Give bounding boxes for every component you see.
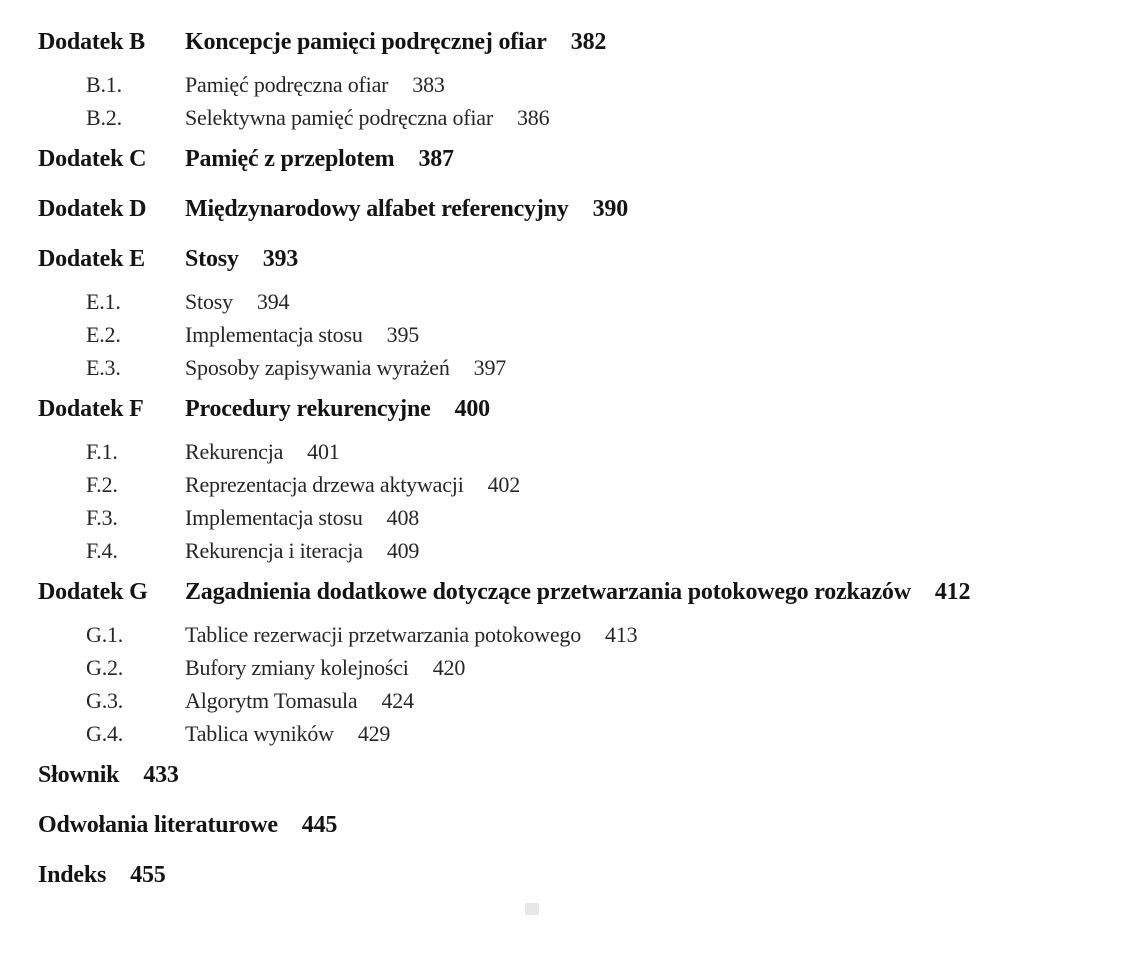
page-number: 394 bbox=[256, 289, 290, 314]
subsection-title: Selektywna pamięć podręczna ofiar bbox=[185, 105, 493, 130]
appendix-label: Dodatek F bbox=[38, 396, 144, 422]
page-number: 400 bbox=[454, 396, 490, 422]
subsection-number: G.3. bbox=[86, 688, 124, 713]
toc-entry-dodatek-b bbox=[0, 26, 1128, 59]
subsection-title: Stosy bbox=[185, 289, 233, 314]
page-number: 390 bbox=[592, 196, 629, 222]
toc-entry-dodatek-f bbox=[0, 393, 1128, 426]
page-number: 397 bbox=[473, 355, 507, 380]
toc-subentry-e3 bbox=[0, 351, 1128, 384]
page-number: 408 bbox=[386, 505, 420, 530]
toc-subentry-f1 bbox=[0, 435, 1128, 468]
toc-entry-slownik bbox=[0, 759, 1128, 792]
appendix-title: Pamięć z przeplotem bbox=[185, 146, 395, 172]
page-number: 445 bbox=[301, 812, 338, 838]
toc-subentry-g1 bbox=[0, 618, 1128, 651]
page-number: 402 bbox=[487, 472, 521, 497]
toc-entry-dodatek-g bbox=[0, 576, 1128, 609]
subsection-number: E.2. bbox=[86, 322, 121, 347]
page-number: 409 bbox=[386, 538, 420, 563]
page-number: 383 bbox=[412, 72, 445, 97]
page-number: 386 bbox=[516, 105, 550, 130]
page-number: 412 bbox=[934, 579, 971, 605]
appendix-title: Zagadnienia dodatkowe dotyczące przetwarzania potokowego rozkazów bbox=[185, 579, 911, 605]
section-title: Odwołania literaturowe bbox=[38, 812, 278, 838]
subsection-number: B.2. bbox=[86, 105, 122, 130]
toc-subentry-e1 bbox=[0, 285, 1128, 318]
toc-entry-dodatek-d bbox=[0, 193, 1128, 226]
page-number: 433 bbox=[143, 762, 179, 788]
subsection-number: F.2. bbox=[86, 472, 118, 497]
page-number: 420 bbox=[432, 655, 466, 680]
subsection-number: F.3. bbox=[86, 505, 118, 530]
appendix-title: Stosy bbox=[185, 246, 239, 272]
subsection-title: Implementacja stosu bbox=[185, 505, 363, 530]
toc-subentry-g3 bbox=[0, 684, 1128, 717]
subsection-number: B.1. bbox=[86, 72, 122, 97]
appendix-title: Międzynarodowy alfabet referencyjny bbox=[185, 196, 569, 222]
page-number: 424 bbox=[381, 688, 414, 713]
toc-subentry-f2 bbox=[0, 468, 1128, 501]
appendix-label: Dodatek E bbox=[38, 246, 145, 272]
page-number: 393 bbox=[262, 246, 299, 272]
toc-entry-dodatek-c bbox=[0, 143, 1128, 176]
page-number: 455 bbox=[130, 862, 166, 888]
section-title: Indeks bbox=[38, 862, 107, 888]
subsection-title: Sposoby zapisywania wyrażeń bbox=[185, 355, 450, 380]
subsection-number: F.4. bbox=[86, 538, 118, 563]
subsection-number: G.2. bbox=[86, 655, 124, 680]
subsection-title: Rekurencja bbox=[185, 439, 284, 464]
appendix-label: Dodatek C bbox=[38, 146, 147, 172]
subsection-number: G.4. bbox=[86, 721, 124, 746]
toc-subentry-e2 bbox=[0, 318, 1128, 351]
subsection-title: Implementacja stosu bbox=[185, 322, 363, 347]
page-number: 429 bbox=[357, 721, 391, 746]
page-number: 382 bbox=[570, 29, 607, 55]
scan-noise-speck bbox=[525, 903, 539, 915]
subsection-title: Rekurencja i iteracja bbox=[185, 538, 363, 563]
page-number: 395 bbox=[386, 322, 420, 347]
appendix-title: Procedury rekurencyjne bbox=[185, 396, 431, 422]
toc-subentry-f4 bbox=[0, 534, 1128, 567]
appendix-label: Dodatek G bbox=[38, 579, 148, 605]
toc-subentry-b2 bbox=[0, 101, 1128, 134]
subsection-number: F.1. bbox=[86, 439, 118, 464]
subsection-title: Pamięć podręczna ofiar bbox=[185, 72, 389, 97]
toc-entry-dodatek-e bbox=[0, 243, 1128, 276]
subsection-number: E.1. bbox=[86, 289, 121, 314]
page-number: 401 bbox=[307, 439, 340, 464]
subsection-title: Reprezentacja drzewa aktywacji bbox=[185, 472, 464, 497]
section-title: Słownik bbox=[38, 762, 120, 788]
toc-entry-indeks bbox=[0, 859, 1128, 892]
page-number: 413 bbox=[605, 622, 638, 647]
appendix-label: Dodatek D bbox=[38, 196, 147, 222]
toc-subentry-f3 bbox=[0, 501, 1128, 534]
subsection-title: Tablice rezerwacji przetwarzania potokowego bbox=[185, 622, 582, 647]
subsection-title: Bufory zmiany kolejności bbox=[185, 655, 409, 680]
toc-subentry-g2 bbox=[0, 651, 1128, 684]
subsection-number: G.1. bbox=[86, 622, 124, 647]
subsection-title: Tablica wyników bbox=[185, 721, 334, 746]
appendix-title: Koncepcje pamięci podręcznej ofiar bbox=[185, 29, 547, 55]
page-number: 387 bbox=[418, 146, 454, 172]
toc-entry-odwolania-literaturowe bbox=[0, 809, 1128, 842]
subsection-number: E.3. bbox=[86, 355, 121, 380]
subsection-title: Algorytm Tomasula bbox=[185, 688, 358, 713]
toc-subentry-g4 bbox=[0, 717, 1128, 750]
toc-subentry-b1 bbox=[0, 68, 1128, 101]
appendix-label: Dodatek B bbox=[38, 29, 145, 55]
